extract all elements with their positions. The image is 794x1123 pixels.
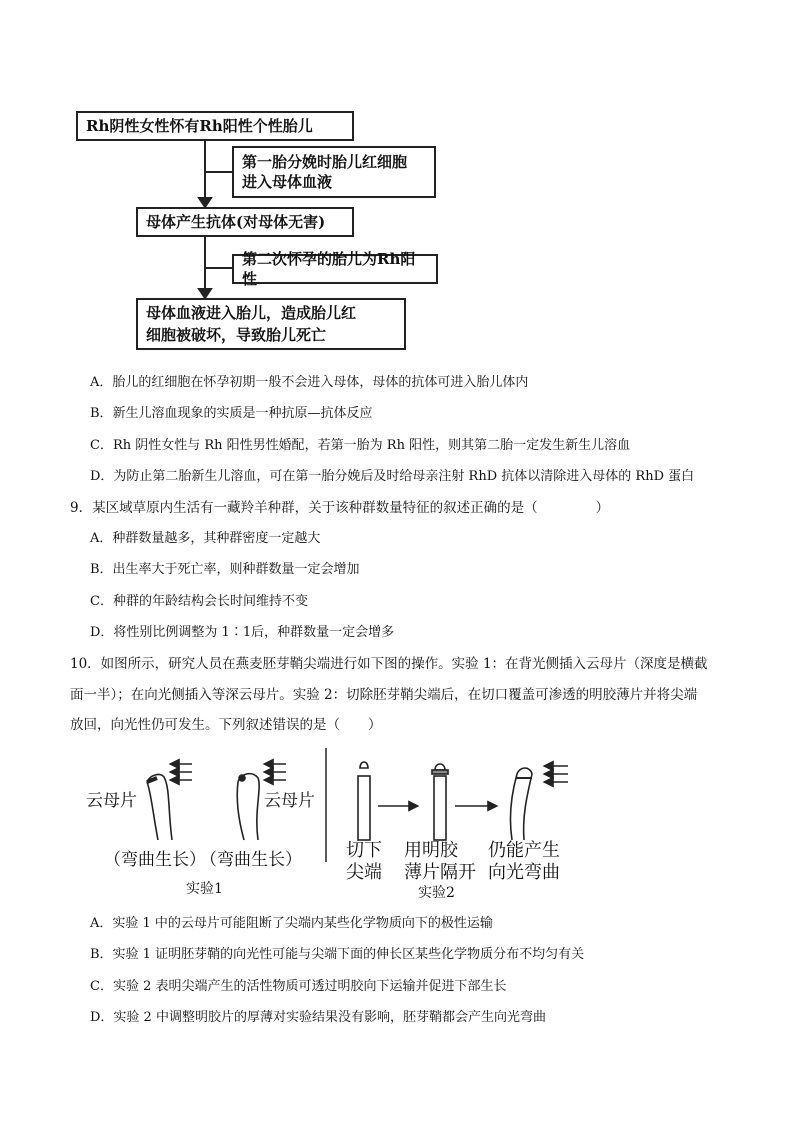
q10-option-a: A．实验 1 中的云母片可能阻断了尖端内某些化学物质向下的极性运输: [90, 916, 493, 931]
q8-option-b: B．新生儿溶血现象的实质是一种抗原—抗体反应: [90, 406, 373, 421]
flow-box-2: [232, 146, 436, 198]
q9-option-a: A．种群数量越多，其种群密度一定越大: [90, 531, 321, 546]
q10-stem-line-1: 10．如图所示，研究人员在燕麦胚芽鞘尖端进行如下图的操作。实验 1：在背光侧插入云母片（深度是横截: [70, 656, 708, 672]
coleoptile-right-left-edge: [237, 782, 244, 840]
q10-stem-line-3: [70, 716, 382, 734]
exp2-step3-label: [488, 840, 560, 884]
mica-sheet-right: [239, 775, 245, 781]
q8-option-c: C．Rh 阴性女性与 Rh 阳性男性婚配，若第一胎为 Rh 阳性，则其第二胎一定发生新生儿溶血: [90, 438, 631, 453]
flow-box-3-text: 母体产生抗体(对母体无害): [146, 213, 326, 231]
q10-option-d: D．实验 2 中调整明胶片的厚薄对实验结果没有影响，胚芽鞘都会产生向光弯曲: [90, 1010, 546, 1025]
step1-line-2: 尖端: [346, 862, 382, 883]
flow-box-4: [232, 250, 438, 288]
q9-option-b: B．出生率大于死亡率，则种群数量一定会增加: [90, 562, 360, 577]
q9-stem-end: ）: [595, 500, 610, 516]
q10-stem-line-2: 面一半）；在向光侧插入等深云母片。实验 2：切除胚芽鞘尖端后，在切口覆盖可渗透的明胶薄片并将尖端: [70, 687, 698, 703]
q9-option-d: D．将性别比例调整为 1∶1后，种群数量一定会增多: [90, 625, 395, 640]
q8-option-a: A．胎儿的红细胞在怀孕初期一般不会进入母体，母体的抗体可进入胎儿体内: [90, 375, 529, 390]
exp2-step1-label: [346, 840, 382, 884]
removed-tip: [360, 762, 368, 768]
experiment-figure: [0, 740, 794, 905]
q10-option-c: C．实验 2 表明尖端产生的活性物质可透过明胶向下运输并促进下部生长: [90, 979, 507, 994]
step2-line-1: 用明胶: [404, 840, 458, 861]
q9-stem: [70, 499, 609, 517]
light-arrows-exp2: [544, 766, 568, 782]
growth-label-left: （弯曲生长）: [104, 850, 206, 870]
flow-box-2-text: 第一胎分娩时胎儿红细胞 进入母体血液: [242, 153, 408, 191]
exp1-left-coleoptile: [147, 775, 172, 840]
exp1-label: 实验1: [186, 881, 223, 897]
light-arrows-left: [170, 764, 192, 780]
exp2-step2-label: [404, 840, 476, 884]
q8-option-d: D．为防止第二胎新生儿溶血，可在第一胎分娩后及时给母亲注射 RhD 抗体以清除进入母体的 RhD 蛋白: [90, 469, 695, 484]
gelatin-slice: [432, 770, 448, 774]
flow-box-1-text: Rh阴性女性怀有Rh阳性个性胎儿: [86, 117, 313, 135]
exp2-cut-tip: [358, 762, 370, 840]
light-arrows-right: [264, 764, 286, 780]
mica-label-right: 云母片: [264, 791, 315, 811]
flow-box-3: [136, 207, 354, 237]
q10-stem-line-3-text: 放回，向光性仍可发生。下列叙述错误的是（: [70, 717, 340, 733]
coleoptile-left-right-edge: [147, 775, 172, 840]
flow-box-1: [76, 111, 354, 141]
coleoptile-base: [434, 776, 446, 840]
exp2-label: 实验2: [418, 885, 455, 901]
replaced-tip: [435, 764, 445, 770]
flow-box-4-text: 第二次怀孕的胎儿为Rh阳性: [242, 250, 416, 288]
cut-coleoptile: [358, 776, 370, 840]
coleoptile-left-left-edge: [147, 782, 158, 840]
step3-line-1: 仍能产生: [488, 840, 560, 861]
q9-option-c: C．种群的年龄结构会长时间维持不变: [90, 594, 308, 609]
step1-line-1: 切下: [346, 840, 382, 861]
q10-stem-end: ）: [368, 717, 382, 733]
flow-arrowhead-1: [199, 198, 211, 207]
q10-option-b: B．实验 1 证明胚芽鞘的向光性可能与尖端下面的伸长区某些化学物质分布不均匀有关: [90, 947, 585, 962]
bent-left-edge: [510, 774, 517, 840]
flow-arrowhead-2: [199, 289, 211, 298]
step3-line-2: 向光弯曲: [488, 862, 560, 883]
mica-label-left: 云母片: [86, 791, 137, 811]
exp1-right-coleoptile: [237, 774, 259, 840]
step2-line-2: 薄片隔开: [404, 862, 476, 883]
exp2-gelatin-coleoptile: [432, 764, 448, 840]
flow-box-5-text: 母体血液进入胎儿，造成胎儿红 细胞被破坏，导致胎儿死亡: [146, 304, 357, 344]
growth-label-right: （弯曲生长）: [200, 850, 302, 870]
q9-stem-text: 9．某区域草原内生活有一藏羚羊种群，关于该种群数量特征的叙述正确的是（: [70, 500, 538, 516]
flow-box-5: [136, 298, 406, 350]
exp2-bent-coleoptile: [510, 768, 532, 840]
